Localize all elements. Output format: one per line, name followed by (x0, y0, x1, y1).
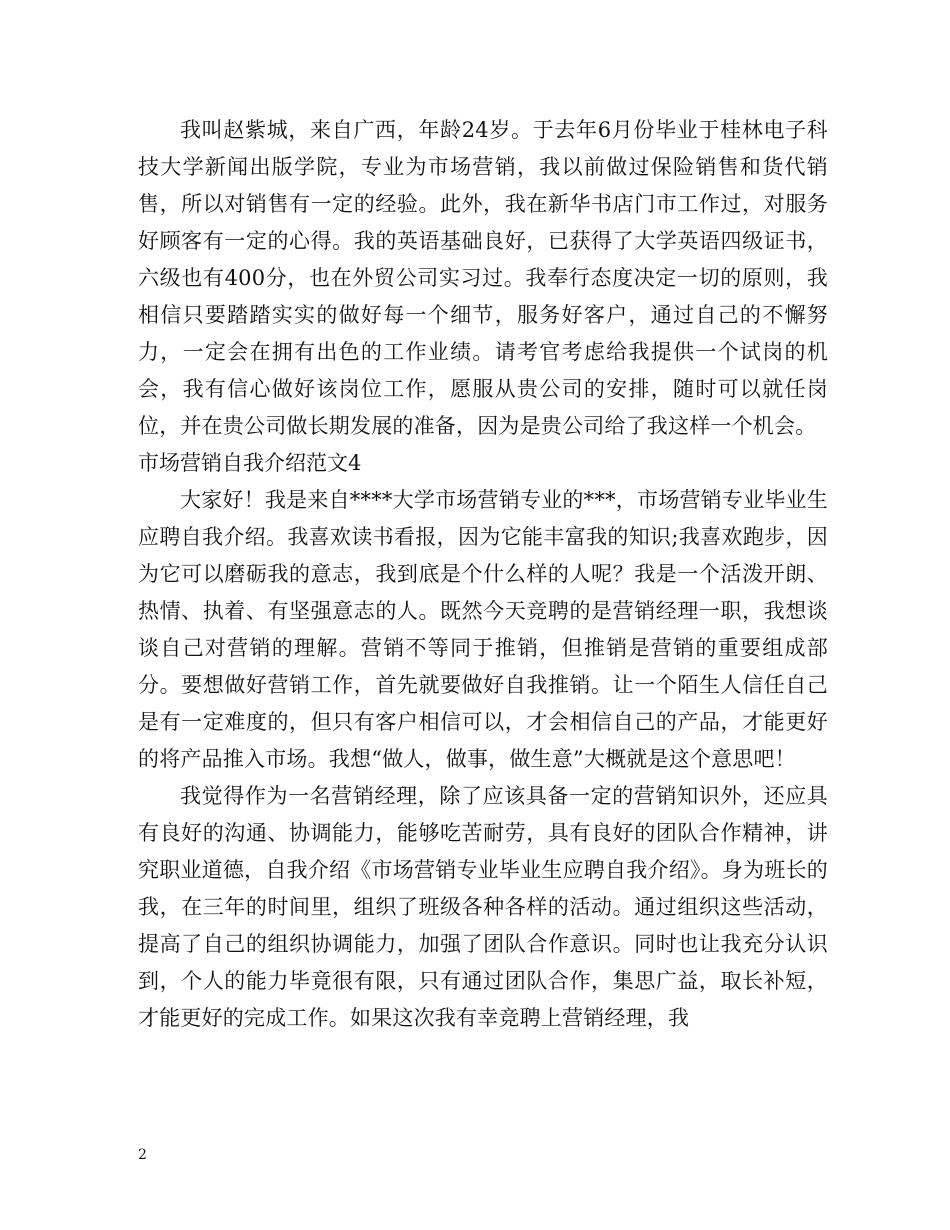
section-paragraph-2: 我觉得作为一名营销经理，除了应该具备一定的营销知识外，还应具有良好的沟通、协调能力，能够吃苦耐劳，具有良好的团队合作精神，讲究职业道德，自我介绍《市场营销专业毕业生应聘自我介绍》。身为班长的我，在三年的时间里，组织了班级各种各样的活动。通过组织这些活动，提高了自己的组织协调能力，加强了团队合作意识。同时也让我充分认识到，个人的能力毕竟很有限，只有通过团队合作，集思广益，取长补短，才能更好的完成工作。如果这次我有幸竞聘上营销经理，我 (138, 784, 828, 1030)
document-body (138, 112, 828, 1037)
section-paragraph-1: 大家好！我是来自****大学市场营销专业的***，市场营销专业毕业生应聘自我介绍。我喜欢读书看报，因为它能丰富我的知识;我喜欢跑步，因为它可以磨砺我的意志，我到底是个什么样的人呢？我是一个活泼开朗、热情、执着、有坚强意志的人。既然今天竞聘的是营销经理一职，我想谈谈自己对营销的理解。营销不等同于推销，但推销是营销的重要组成部分。要想做好营销工作，首先就要做好自我推销。让一个陌生人信任自己是有一定难度的，但只有客户相信可以，才会相信自己的产品，才能更好的将产品推入市场。我想“做人，做事，做生意”大概就是这个意思吧！ (138, 488, 828, 771)
page-number: 2 (138, 1147, 147, 1163)
intro-paragraph: 我叫赵紫城，来自广西，年龄24岁。于去年6月份毕业于桂林电子科技大学新闻出版学院，专业为市场营销，我以前做过保险销售和货代销售，所以对销售有一定的经验。此外，我在新华书店门市工作过，对服务好顾客有一定的心得。我的英语基础良好，已获得了大学英语四级证书，六级也有400分，也在外贸公司实习过。我奉行态度决定一切的原则，我相信只要踏踏实实的做好每一个细节，服务好客户，通过自己的不懈努力，一定会在拥有出色的工作业绩。请考官考虑给我提供一个试岗的机会，我有信心做好该岗位工作，愿服从贵公司的安排，随时可以就任岗位，并在贵公司做长期发展的准备，因为是贵公司给了我这样一个机会。 (138, 118, 828, 438)
section-heading: 市场营销自我介绍范文4 (138, 451, 362, 475)
